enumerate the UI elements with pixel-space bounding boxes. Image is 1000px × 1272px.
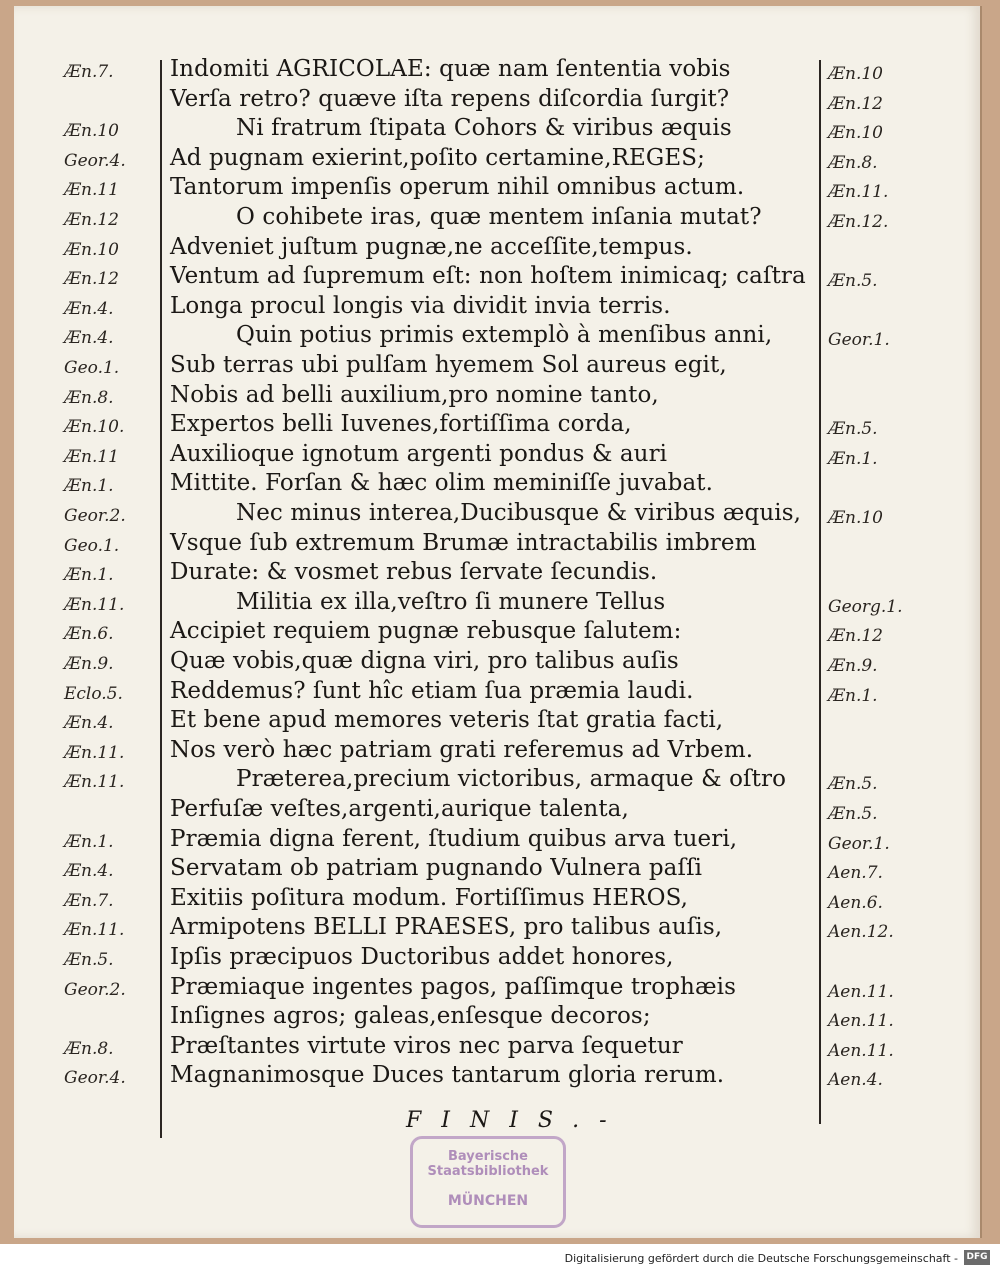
- footer-bar: [0, 1244, 1000, 1272]
- right-reference: Æn.1.: [828, 686, 878, 706]
- verse-line: Verſa retro? quæve iſta repens diſcordia ſurgit?: [170, 86, 730, 112]
- right-reference: Geor.1.: [828, 330, 890, 350]
- left-reference: Æn.1.: [64, 476, 114, 496]
- verse-line: Sub terras ubi pulſam hyemem Sol aureus egit,: [170, 352, 727, 378]
- left-reference: Æn.12: [64, 210, 120, 230]
- verse-line: Quæ vobis,quæ digna viri, pro talibus auſis: [170, 648, 679, 674]
- verse-line: Armipotens BELLI PRAESES, pro talibus auſis,: [170, 914, 723, 940]
- verse-line: Auxilioque ignotum argenti pondus & auri: [170, 441, 668, 467]
- verse-line: Accipiet requiem pugnæ rebusque ſalutem:: [170, 618, 682, 644]
- right-reference: Aen.12.: [828, 922, 894, 942]
- left-reference: Æn.4.: [64, 861, 114, 881]
- left-reference: Æn.9.: [64, 654, 114, 674]
- left-reference: Æn.11.: [64, 595, 125, 615]
- verse-line: Magnanimosque Duces tantarum gloria rerum.: [170, 1062, 725, 1088]
- verse-line: Reddemus? ſunt hîc etiam ſua præmia laudi.: [170, 678, 694, 704]
- right-reference: Æn.1.: [828, 449, 878, 469]
- left-reference: Geor.2.: [64, 506, 126, 526]
- left-reference: Eclo.5.: [64, 684, 123, 704]
- verse-line: Inſignes agros; galeas,enſesque decoros;: [170, 1003, 651, 1029]
- library-stamp: [410, 1136, 566, 1228]
- right-reference: Æn.5.: [828, 804, 878, 824]
- verse-line: Ni fratrum ſtipata Cohors & viribus æquis: [236, 115, 732, 141]
- verse-line: Tantorum impenſis operum nihil omnibus actum.: [170, 174, 745, 200]
- left-reference: Æn.8.: [64, 388, 114, 408]
- verse-line: Quin potius primis extemplò à menſibus anni,: [236, 322, 773, 348]
- left-reference: Æn.11: [64, 180, 120, 200]
- left-reference: Æn.8.: [64, 1039, 114, 1059]
- right-reference: Æn.12.: [828, 212, 889, 232]
- left-reference: Æn.1.: [64, 565, 114, 585]
- left-reference: Æn.7.: [64, 891, 114, 911]
- right-reference: Aen.6.: [828, 893, 883, 913]
- stamp-line-2: Staatsbibliothek: [427, 1164, 549, 1179]
- left-reference: Æn.1.: [64, 832, 114, 852]
- left-reference: Geo.1.: [64, 536, 120, 556]
- verse-line: O cohibete iras, quæ mentem inſania mutat?: [236, 204, 762, 230]
- right-reference: Æn.12: [828, 94, 884, 114]
- left-reference: Geor.2.: [64, 980, 126, 1000]
- right-reference: Aen.7.: [828, 863, 883, 883]
- left-reference: Geo.1.: [64, 358, 120, 378]
- left-reference: Æn.5.: [64, 950, 114, 970]
- left-reference: Geor.4.: [64, 151, 126, 171]
- stamp-line-3: MÜNCHEN: [447, 1193, 529, 1209]
- verse-line: Et bene apud memores veteris ſtat gratia facti,: [170, 707, 724, 733]
- left-reference: Æn.7.: [64, 62, 114, 82]
- left-reference: Æn.6.: [64, 624, 114, 644]
- right-reference: Aen.4.: [828, 1070, 883, 1090]
- verse-line: Nobis ad belli auxilium,pro nomine tanto,: [170, 382, 659, 408]
- verse-line: Præterea,precium victoribus, armaque & oſtro: [236, 766, 787, 792]
- funding-notice: Digitalisierung gefördert durch die Deutsche Forschungsgemeinschaft -: [564, 1252, 958, 1265]
- left-reference: Geor.4.: [64, 1068, 126, 1088]
- verse-line: Nec minus interea,Ducibusque & viribus æquis,: [236, 500, 802, 526]
- verse-line: Expertos belli Iuvenes,fortiſſima corda,: [170, 411, 632, 437]
- verse-line: Indomiti AGRICOLAE: quæ nam ſententia vobis: [170, 56, 731, 82]
- verse-line: Ad pugnam exierint,poſito certamine,REGES;: [170, 145, 705, 171]
- left-reference: Æn.4.: [64, 299, 114, 319]
- left-reference: Æn.10: [64, 240, 120, 260]
- verse-line: Ventum ad ſupremum eſt: non hoſtem inimicaq; caſtra: [170, 263, 806, 289]
- verse-line: Perfuſæ veſtes,argenti,aurique talenta,: [170, 796, 629, 822]
- left-reference: Æn.4.: [64, 328, 114, 348]
- right-reference: Æn.10: [828, 64, 884, 84]
- right-reference: Aen.11.: [828, 1041, 894, 1061]
- verse-line: Longa procul longis via dividit invia terris.: [170, 293, 671, 319]
- right-reference: Æn.5.: [828, 774, 878, 794]
- finis-text: FINIS.-: [406, 1108, 627, 1133]
- left-reference: Æn.11.: [64, 772, 125, 792]
- right-reference: Aen.11.: [828, 982, 894, 1002]
- verse-line: Servatam ob patriam pugnando Vulnera paſſi: [170, 855, 703, 881]
- verse-line: Ipſis præcipuos Ductoribus addet honores,: [170, 944, 674, 970]
- right-reference: Æn.11.: [828, 182, 889, 202]
- dfg-logo: DFG: [964, 1250, 990, 1265]
- right-reference: Æn.10: [828, 123, 884, 143]
- right-reference: Geor.1.: [828, 834, 890, 854]
- left-reference: Æn.4.: [64, 713, 114, 733]
- verse-line: Mittite. Forſan & hæc olim meminiſſe juvabat.: [170, 470, 714, 496]
- verse-line: Præmia digna ferent, ſtudium quibus arva tueri,: [170, 826, 738, 852]
- verse-line: Exitiis poſitura modum. Fortiſſimus HEROS,: [170, 885, 689, 911]
- verse-line: Adveniet juſtum pugnæ,ne acceſſite,tempus.: [170, 234, 693, 260]
- right-reference: Georg.1.: [828, 597, 903, 617]
- verse-line: Præmiaque ingentes pagos, paſſimque trophæis: [170, 974, 737, 1000]
- verse-line: Præſtantes virtute viros nec parva ſequetur: [170, 1033, 683, 1059]
- verse-line: Nos verò hæc patriam grati referemus ad Vrbem.: [170, 737, 754, 763]
- left-reference: Æn.11: [64, 447, 120, 467]
- left-reference: Æn.11.: [64, 743, 125, 763]
- right-reference: Æn.10: [828, 508, 884, 528]
- verse-line: Vsque ſub extremum Brumæ intractabilis imbrem: [170, 530, 757, 556]
- right-reference: Æn.5.: [828, 419, 878, 439]
- left-reference: Æn.10.: [64, 417, 125, 437]
- verse-line: Militia ex illa,veſtro ſi munere Tellus: [236, 589, 666, 615]
- left-reference: Æn.12: [64, 269, 120, 289]
- right-reference: Æn.5.: [828, 271, 878, 291]
- left-reference: Æn.10: [64, 121, 120, 141]
- verse-line: Durate: & vosmet rebus ſervate ſecundis.: [170, 559, 658, 585]
- right-reference: Aen.11.: [828, 1011, 894, 1031]
- right-reference: Æn.8.: [828, 153, 878, 173]
- right-reference: Æn.12: [828, 626, 884, 646]
- right-reference: Æn.9.: [828, 656, 878, 676]
- stamp-line-1: Bayerische: [448, 1149, 528, 1164]
- left-reference: Æn.11.: [64, 920, 125, 940]
